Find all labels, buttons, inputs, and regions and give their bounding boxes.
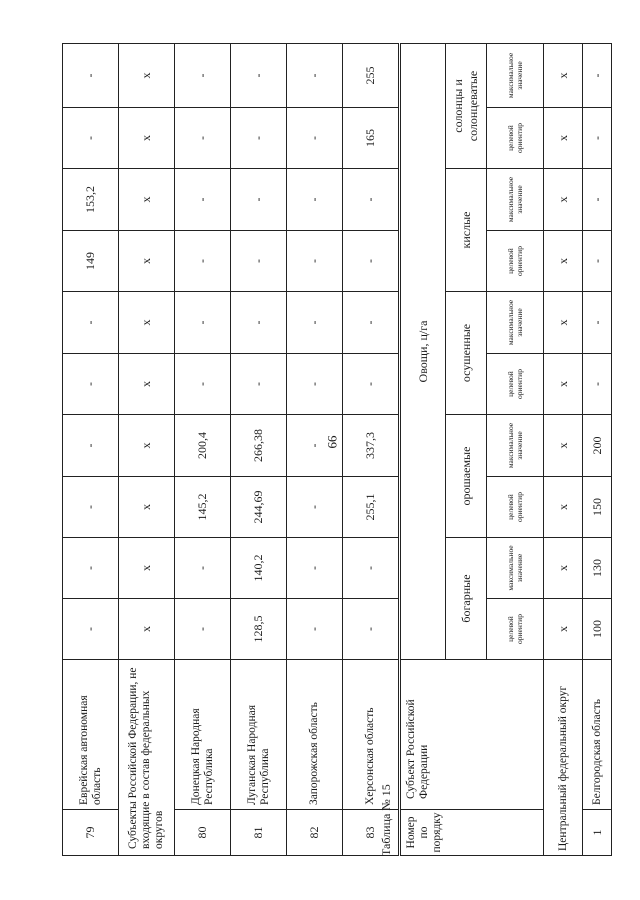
cell-value: - bbox=[63, 354, 119, 415]
cell-value: - bbox=[287, 415, 343, 477]
header-target: целевой ориентир bbox=[487, 599, 544, 660]
cell-value: - bbox=[583, 169, 612, 231]
cell-value: 128,5 bbox=[231, 599, 287, 660]
cell-value: - bbox=[583, 231, 612, 292]
header-target: целевой ориентир bbox=[487, 477, 544, 538]
table-row bbox=[544, 43, 583, 855]
cell-value: х bbox=[119, 538, 175, 599]
cell-value: х bbox=[119, 292, 175, 354]
header-target: целевой ориентир bbox=[487, 354, 544, 415]
cell-value: - bbox=[63, 44, 119, 108]
cell-value: - bbox=[287, 354, 343, 415]
table-row bbox=[175, 44, 231, 856]
cell-value: х bbox=[544, 415, 583, 477]
row-number: 79 bbox=[63, 810, 119, 856]
row-number: 82 bbox=[287, 810, 343, 856]
table-row bbox=[231, 44, 287, 856]
cell-value: х bbox=[544, 169, 583, 231]
cell-value: х bbox=[544, 538, 583, 599]
header-max: максимальное значение bbox=[487, 538, 544, 599]
cell-value: х bbox=[544, 43, 583, 107]
header-max: максимальное значение bbox=[487, 415, 544, 477]
row-number: 83 bbox=[343, 810, 399, 856]
header-target: целевой ориентир bbox=[487, 231, 544, 292]
cell-value: - bbox=[343, 354, 399, 415]
table-caption: Таблица № 15 bbox=[379, 784, 393, 856]
header-max: максимальное значение bbox=[487, 169, 544, 231]
cell-value: 145,2 bbox=[175, 477, 231, 538]
cell-value: 255,1 bbox=[343, 477, 399, 538]
cell-value: - bbox=[231, 108, 287, 169]
rotated-landscape-content bbox=[62, 44, 604, 856]
cell-value: - bbox=[287, 231, 343, 292]
cell-value: - bbox=[175, 292, 231, 354]
cell-value: - bbox=[343, 538, 399, 599]
cell-value: 165 bbox=[343, 108, 399, 169]
header-max: максимальное значение bbox=[487, 43, 544, 107]
subject-name: Херсонская область bbox=[343, 660, 399, 810]
lower-table bbox=[400, 43, 612, 856]
header-max: максимальное значение bbox=[487, 292, 544, 354]
cell-value: - bbox=[175, 169, 231, 231]
cell-value: х bbox=[544, 108, 583, 169]
cell-value: - bbox=[287, 538, 343, 599]
cell-value: - bbox=[287, 169, 343, 231]
cell-value: х bbox=[119, 415, 175, 477]
cell-value: - bbox=[231, 231, 287, 292]
cell-value: - bbox=[583, 43, 612, 107]
cell-value: 140,2 bbox=[231, 538, 287, 599]
cell-value: - bbox=[583, 108, 612, 169]
cell-value: х bbox=[544, 477, 583, 538]
subject-name: Еврейская автономная область bbox=[63, 660, 119, 810]
header-category: солонцы и солонцеватые bbox=[446, 43, 487, 168]
cell-value: 200 bbox=[583, 415, 612, 477]
subject-group-name: Субъекты Российской Федерации, не входящие в состав федеральных округов bbox=[119, 660, 175, 856]
table-row bbox=[287, 44, 343, 856]
page-number: 99 bbox=[325, 435, 340, 449]
cell-value: 337,3 bbox=[343, 415, 399, 477]
cell-value: х bbox=[119, 599, 175, 660]
header-category: кислые bbox=[446, 169, 487, 292]
cell-value: - bbox=[583, 354, 612, 415]
cell-value: х bbox=[119, 231, 175, 292]
cell-value: 266,38 bbox=[231, 415, 287, 477]
cell-value: - bbox=[287, 599, 343, 660]
cell-value: - bbox=[287, 108, 343, 169]
header-category: орошаемые bbox=[446, 415, 487, 538]
row-number: 80 bbox=[175, 810, 231, 856]
cell-value: - bbox=[287, 44, 343, 108]
cell-value: - bbox=[63, 538, 119, 599]
cell-value: - bbox=[175, 538, 231, 599]
cell-value: - bbox=[231, 354, 287, 415]
table-row bbox=[63, 44, 119, 856]
row-number: 81 bbox=[231, 810, 287, 856]
cell-value: 149 bbox=[63, 231, 119, 292]
cell-value: - bbox=[175, 354, 231, 415]
cell-value: - bbox=[175, 231, 231, 292]
subject-name: Донецкая Народная Республика bbox=[175, 660, 231, 810]
header-category: осушенные bbox=[446, 292, 487, 415]
district-name: Центральный федеральный округ bbox=[544, 660, 583, 856]
cell-value: х bbox=[544, 354, 583, 415]
header-group: Овощи, ц/га bbox=[401, 43, 446, 659]
cell-value: 150 bbox=[583, 477, 612, 538]
cell-value: х bbox=[119, 169, 175, 231]
cell-value: х bbox=[544, 599, 583, 660]
cell-value: - bbox=[343, 231, 399, 292]
cell-value: - bbox=[343, 599, 399, 660]
cell-value: 100 bbox=[583, 599, 612, 660]
cell-value: 130 bbox=[583, 538, 612, 599]
cell-value: х bbox=[119, 108, 175, 169]
subject-name: Белгородская область bbox=[583, 660, 612, 810]
cell-value: 200,4 bbox=[175, 415, 231, 477]
cell-value: - bbox=[287, 292, 343, 354]
cell-value: - bbox=[175, 599, 231, 660]
cell-value: - bbox=[287, 477, 343, 538]
header-subject: Субъект Российской Федерации bbox=[401, 660, 544, 810]
header-row-top bbox=[401, 43, 446, 855]
cell-value: х bbox=[119, 44, 175, 108]
cell-value: - bbox=[63, 292, 119, 354]
header-target: целевой ориентир bbox=[487, 108, 544, 169]
cell-value: - bbox=[63, 477, 119, 538]
cell-value: - bbox=[231, 44, 287, 108]
cell-value: - bbox=[231, 169, 287, 231]
cell-value: - bbox=[63, 599, 119, 660]
table-row bbox=[583, 43, 612, 855]
cell-value: 244,69 bbox=[231, 477, 287, 538]
table-row bbox=[119, 44, 175, 856]
cell-value: 153,2 bbox=[63, 169, 119, 231]
cell-value: - bbox=[63, 108, 119, 169]
table-row bbox=[343, 44, 399, 856]
row-number: 1 bbox=[583, 810, 612, 856]
cell-value: - bbox=[63, 415, 119, 477]
cell-value: 255 bbox=[343, 44, 399, 108]
cell-value: х bbox=[119, 354, 175, 415]
cell-value: - bbox=[231, 292, 287, 354]
header-category: богарные bbox=[446, 538, 487, 660]
cell-value: - bbox=[175, 44, 231, 108]
cell-value: х bbox=[119, 477, 175, 538]
cell-value: - bbox=[343, 292, 399, 354]
cell-value: - bbox=[583, 292, 612, 354]
cell-value: - bbox=[175, 108, 231, 169]
cell-value: х bbox=[544, 231, 583, 292]
document-body bbox=[62, 44, 604, 856]
cell-value: х bbox=[544, 292, 583, 354]
subject-name: Луганская Народная Республика bbox=[231, 660, 287, 810]
cell-value: - bbox=[343, 169, 399, 231]
subject-name: Запорожская область bbox=[287, 660, 343, 810]
header-num: Номер по порядку bbox=[401, 810, 544, 856]
upper-table bbox=[62, 43, 399, 856]
